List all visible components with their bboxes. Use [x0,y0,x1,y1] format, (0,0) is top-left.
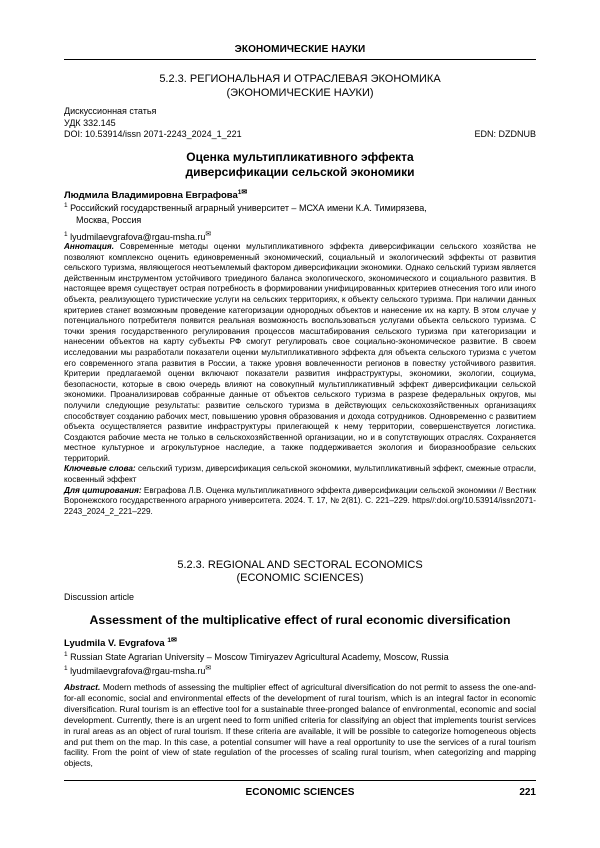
email-en-sup: 1 [64,665,68,672]
abstract-en [64,682,536,769]
section-heading-ru-line1: 5.2.3. РЕГИОНАЛЬНАЯ И ОТРАСЛЕВАЯ ЭКОНОМИКА [159,73,441,85]
abstract-ru-text: Современные методы оценки мультипликативного эффекта диверсификации сельского хозяйства не позволяют комплексно оценить единовременный экономический, социальный и экологический эффекты от развития сельского туризма, являющегося неотъемлемый фактором диверсификации экономики. Однако сельский туризм является действенным инструментом устойчивого триединого баланса экологического, экономического и социального развития. В настоящее время существует острая потребность в формировании унифицированных критериев отнесения того или иного объекта, реализующего туристические услуги на сельских территориях, к объекту сельского туризма. При наличии данных критериев станет возможным проведение категоризации однородных объектов и нанесение их на карту. В этом случае у потенциального потребителя появится реальная возможность воспользоваться услугами объекта сельского туризма. С точки зрения государственного регулирования процессов масштабирования сельского туризма при категоризации и нанесении объектов на карту субъекты РФ смогут регулировать свое социально-экономическое развитие. В своем исследовании мы разработали показатели оценки мультипликативного эффекта для объекта сельского туризма с учетом его современного этапа развития в России, а также уровня вовлеченности регионов в повестку устойчивого развития. Критерии предлагаемой оценки включают показатели развития инфраструктуры, экономики, экологии, социума, безопасности, которые в свою очередь влияют на совокупный мультипликативный эффект диверсификации сельской экономики. Проанализировав собранные данные от объектов сельского туризма в разрезе федеральных округов, мы получили следующие результаты: развитие сельского туризма в действующих сельскохозяйственных организациях способствует созданию рабочих мест, повышению уровня образования и дохода сотрудников. Одновременно с развитием объекта осуществляется развитие инфраструктуры прилегающей к нему территории, совершенствуется логистика. Создаются рабочие места не только в сельскохозяйственной организации, но и в сопутствующих отраслях. Сохраняется местное культурное и агрокультурное наследие, а также поддерживается экология и биоразнообразие сельских территорий. [64,242,536,463]
page-number: 221 [519,787,536,798]
running-head: ЭКОНОМИЧЕСКИЕ НАУКИ [234,44,366,55]
envelope-icon: ✉ [205,665,212,672]
author-ru-sup: 1 [237,189,242,196]
udc: УДК 332.145 [64,117,116,128]
aff-ru-sup: 1 [64,202,68,209]
title-ru-line1: Оценка мультипликативного эффекта [186,150,414,164]
author-ru-name: Людмила Владимировна Евграфова [64,190,238,202]
author-en-name: Lyudmila V. Evgrafova [64,638,165,650]
section-heading-en-line2: (ECONOMIC SCIENCES) [236,572,364,584]
citation-ru [64,486,536,518]
doi-row [64,129,536,141]
envelope-icon: ✉ [241,189,248,196]
email-en[interactable]: lyudmilaevgrafova@rgau-msha.ru [70,666,206,676]
author-en-sup: 1 [167,637,171,644]
section-heading-ru-line2: (ЭКОНОМИЧЕСКИЕ НАУКИ) [226,87,374,99]
article-type-en: Discussion article [64,592,135,602]
aff-en-sup: 1 [64,651,68,658]
article-type-ru: Дискуссионная статья [64,106,157,116]
author-en [64,636,177,649]
abstract-en-label: Abstract. [64,682,101,692]
email-ru-sup: 1 [64,231,68,238]
aff-ru-line1: Российский государственный аграрный университет – МСХА имени К.А. Тимирязева, [70,203,427,213]
affiliation-ru [64,200,536,243]
header-rule [64,59,536,60]
title-ru-line2: диверсификации сельской экономики [185,165,415,179]
keywords-ru-text: сельский туризм, диверсификация сельской экономики, мультипликативный эффект, смежные отрасли, косвенный эффект [64,464,536,485]
footer-journal-section: ECONOMIC SCIENCES [245,787,355,798]
abstract-ru-label: Аннотация. [64,242,115,251]
abstract-en-text: Modern methods of assessing the multiplier effect of agricultural diversification do not permit to assess the one-and-for-all economic, social and environmental effects of the development of rural tourism, which is an integral factor in economic diversification. Rural tourism is an effective tool for a sustainable three-pronged balance of environmental, economic and social development. Currently, there is an urgent need to form unified criteria for classifying an object that implements tourist services in rural areas as an object of rural tourism. If these criteria are available, it will be possible to categorize homogeneous objects and put them on the map. In this case, a potential consumer will have a real opportunity to use the services of a rural tourism facility. From the point of view of state regulation of the processes of scaling rural tourism, when categorizing and mapping objects, [64,682,536,769]
envelope-icon: ✉ [170,637,177,644]
keywords-ru [64,464,536,485]
title-ru [64,150,536,180]
article-meta-ru [64,106,536,141]
aff-ru-line2: Москва, Россия [76,215,142,225]
section-heading-en [64,559,536,585]
aff-en-line1: Russian State Agrarian University – Moscow Timiryazev Agricultural Academy, Moscow, Russia [70,652,449,662]
edn: EDN: DZDNUB [474,129,536,139]
section-heading-en-line1: 5.2.3. REGIONAL AND SECTORAL ECONOMICS [177,559,423,571]
title-en: Assessment of the multiplicative effect of rural economic diversification [89,613,511,627]
doi: DOI: 10.53914/issn 2071-2243_2024_1_221 [64,129,242,139]
citation-ru-text: Евграфова Л.В. Оценка мультипликативного эффекта диверсификации сельской экономики // Вестник Воронежского государственного аграрного университета. 2024. Т. 17, № 2(81). С. 221–229. https//:doi.org/10.53914/issn2071-2243_2024_2_221–229. [64,485,537,516]
email-ru[interactable]: lyudmilaevgrafova@rgau-msha.ru [70,232,206,242]
abstract-ru-paragraph [64,242,536,464]
keywords-ru-label: Ключевые слова: [64,464,136,474]
abstract-ru [64,242,536,517]
citation-ru-label: Для цитирования: [64,485,142,495]
footer-rule [64,780,536,781]
affiliation-en [64,649,536,677]
section-heading-ru [64,72,536,100]
envelope-icon: ✉ [205,231,212,238]
